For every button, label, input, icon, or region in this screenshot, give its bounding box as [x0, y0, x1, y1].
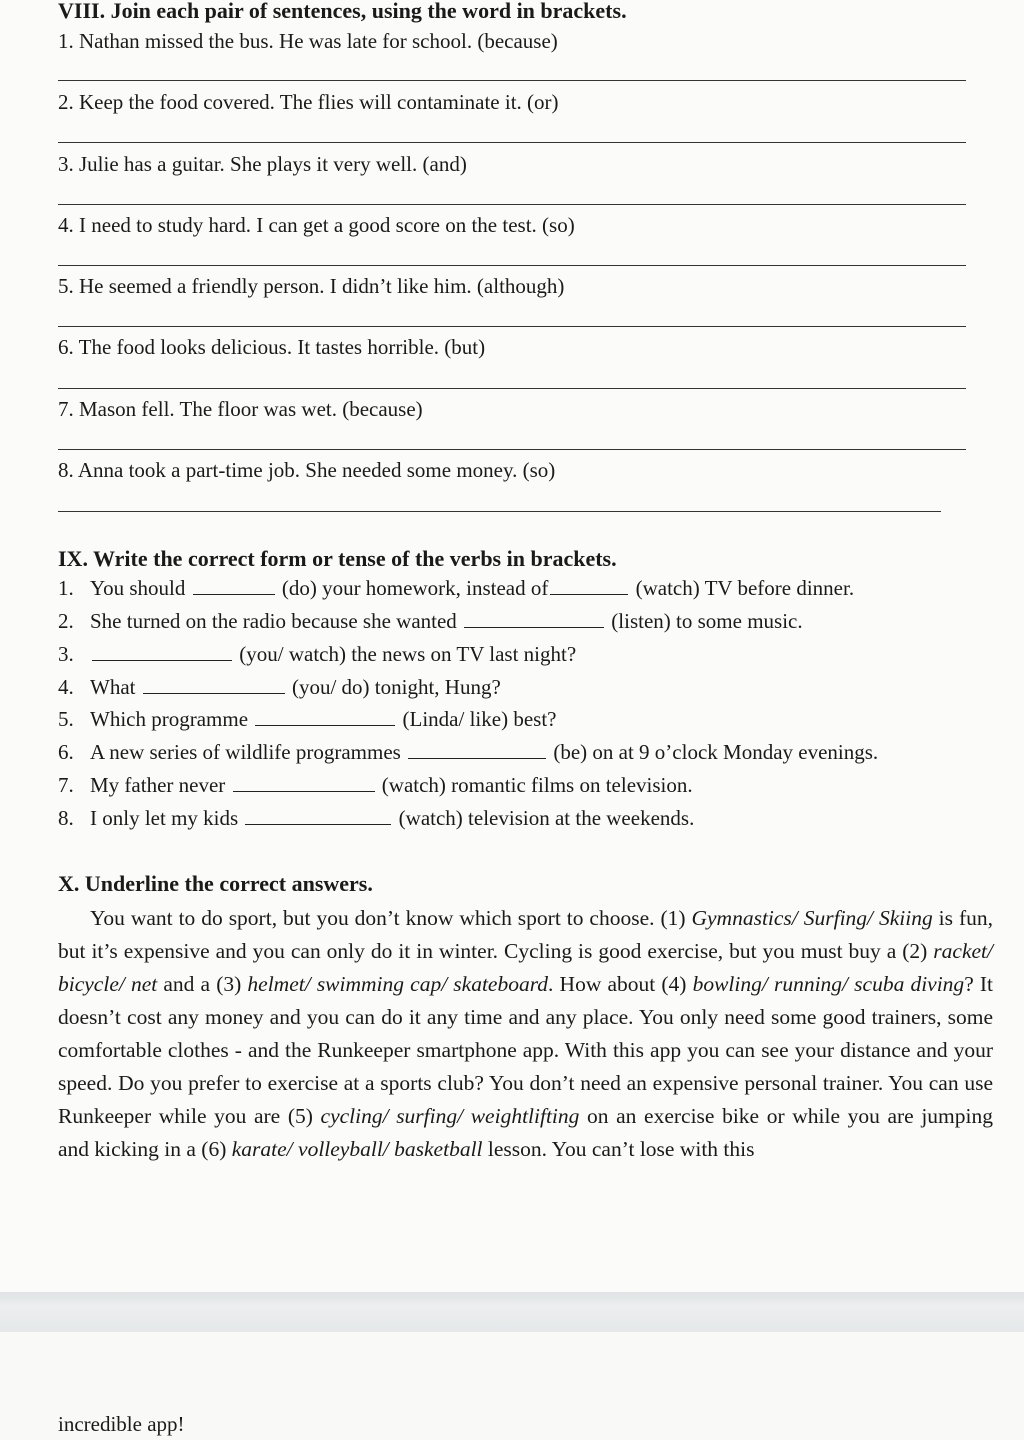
exercise-8-item-8: 8. Anna took a part-time job. She needed some money. (so) — [58, 458, 556, 482]
exercise-9-item-4 — [58, 675, 501, 700]
item-number: 8. — [58, 806, 74, 830]
fill-blank[interactable] — [255, 709, 395, 726]
exercise-8-item-5: 5. He seemed a friendly person. I didn’t like him. (although) — [58, 274, 565, 298]
exercise-8-item-4: 4. I need to study hard. I can get a good score on the test. (so) — [58, 213, 575, 237]
item-number: 1. — [58, 576, 74, 600]
exercise-8-item-3: 3. Julie has a guitar. She plays it very well. (and) — [58, 152, 467, 176]
item-text: (be) on at 9 o’clock Monday evenings. — [553, 740, 879, 764]
section-8-title: VIII. Join each pair of sentences, using the word in brackets. — [58, 0, 627, 23]
option-group-3[interactable]: helmet/ swimming cap/ skateboard — [247, 972, 549, 996]
item-text: I only let my kids — [90, 806, 239, 830]
item-number: 7. — [58, 773, 74, 797]
item-text: Which programme — [90, 707, 249, 731]
answer-line-3[interactable] — [58, 204, 966, 205]
exercise-9-item-1 — [58, 576, 854, 601]
passage-text: . How about (4) — [548, 972, 693, 996]
item-text: A new series of wildlife programmes — [90, 740, 401, 764]
item-text: (watch) TV before dinner. — [635, 576, 855, 600]
option-group-1[interactable]: Gymnastics/ Surfing/ Skiing — [691, 906, 933, 930]
option-group-4[interactable]: bowling/ running/ scuba diving — [692, 972, 965, 996]
answer-line-4[interactable] — [58, 265, 966, 266]
item-number: 3. — [58, 642, 74, 666]
exercise-9-item-2 — [58, 609, 803, 634]
answer-line-7[interactable] — [58, 449, 966, 450]
item-text: (you/ do) tonight, Hung? — [291, 675, 501, 699]
item-text: She turned on the radio because she wanted — [90, 609, 457, 633]
option-group-5[interactable]: cycling/ surfing/ weightlifting — [320, 1104, 580, 1128]
passage-text: and a (3) — [157, 972, 248, 996]
fill-blank[interactable] — [464, 611, 604, 628]
item-text: (you/ watch) the news on TV last night? — [239, 642, 577, 666]
fill-blank[interactable] — [193, 578, 275, 595]
answer-line-5[interactable] — [58, 326, 966, 327]
exercise-8-item-1: 1. Nathan missed the bus. He was late for school. (because) — [58, 29, 558, 53]
item-text: (do) your homework, instead of — [281, 576, 549, 600]
answer-line-6[interactable] — [58, 388, 966, 389]
exercise-9-item-8 — [58, 806, 694, 831]
item-number: 5. — [58, 707, 74, 731]
item-number: 6. — [58, 740, 74, 764]
option-group-6[interactable]: karate/ volleyball/ basketball — [231, 1137, 483, 1161]
item-text: (watch) television at the weekends. — [398, 806, 695, 830]
fill-blank[interactable] — [92, 644, 232, 661]
item-text: What — [90, 675, 136, 699]
item-text: My father never — [90, 773, 226, 797]
exercise-8-item-6: 6. The food looks delicious. It tastes horrible. (but) — [58, 335, 486, 359]
passage-text: is fun, but it’s expensive and you can only do it in winter. Cycling is good exercise, but you must buy a (2) — [58, 906, 993, 963]
exercise-9-item-6 — [58, 740, 878, 765]
exercise-8-item-7: 7. Mason fell. The floor was wet. (because) — [58, 397, 423, 421]
passage-text: on an exercise bike or while you are jumping and kicking in a (6) — [58, 1104, 993, 1161]
item-text: You should — [90, 576, 186, 600]
answer-line-2[interactable] — [58, 142, 966, 143]
passage-ending: incredible app! — [58, 1412, 185, 1436]
page-separator — [0, 1292, 1024, 1332]
section-10-title: X. Underline the correct answers. — [58, 871, 373, 896]
exercise-9-item-3 — [58, 642, 576, 667]
answer-line-8[interactable] — [58, 511, 941, 512]
fill-blank[interactable] — [143, 677, 285, 694]
item-text: (listen) to some music. — [611, 609, 803, 633]
fill-blank[interactable] — [408, 742, 546, 759]
answer-line-1[interactable] — [58, 80, 966, 81]
reading-passage — [58, 902, 993, 1166]
exercise-9-item-7 — [58, 773, 693, 798]
fill-blank[interactable] — [245, 808, 391, 825]
item-text: (watch) romantic films on television. — [381, 773, 693, 797]
item-text: (Linda/ like) best? — [402, 707, 557, 731]
exercise-8-item-2: 2. Keep the food covered. The flies will contaminate it. (or) — [58, 90, 559, 114]
item-number: 2. — [58, 609, 74, 633]
passage-text: You want to do sport, but you don’t know which sport to choose. (1) — [90, 906, 692, 930]
item-number: 4. — [58, 675, 74, 699]
passage-text: lesson. You can’t lose with this — [482, 1137, 755, 1161]
option-group-2[interactable]: racket/ bicycle/ net — [58, 939, 993, 996]
fill-blank[interactable] — [550, 578, 628, 595]
passage-text: ? It doesn’t cost any money and you can do it any time and any place. You only need some good trainers, some comfortable clothes - and the Runkeeper smartphone app. With this app you can see your distance and your speed. Do you prefer to exercise at a sports club? You don’t need an expensive personal trainer. You can use Runkeeper while you are (5) — [58, 972, 993, 1128]
exercise-9-item-5 — [58, 707, 556, 732]
fill-blank[interactable] — [233, 775, 375, 792]
section-9-title: IX. Write the correct form or tense of the verbs in brackets. — [58, 546, 617, 571]
